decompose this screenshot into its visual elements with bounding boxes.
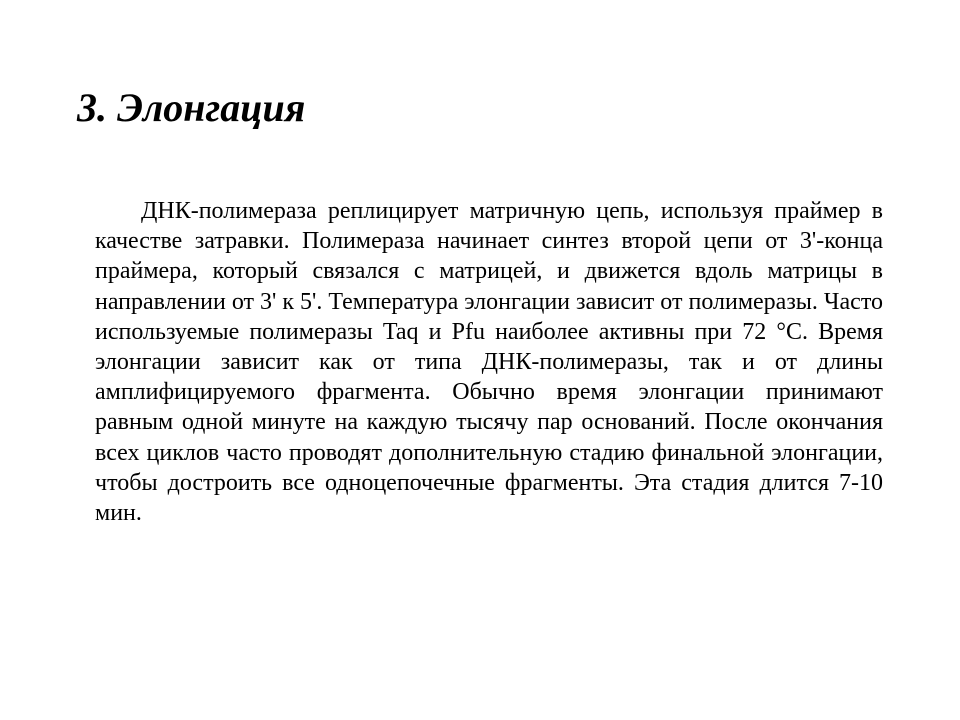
slide-title: 3. Элонгация	[77, 85, 306, 130]
body-paragraph: ДНК-полимераза реплицирует матричную цепь, используя праймер в качестве затравки. Полимераза начинает синтез второй цепи от 3'-конца праймера, который связался с матрицей, и движется вдоль матрицы в направлении от 3' к 5'. Температура элонгации зависит от полимеразы. Часто используемые полимеразы Taq и Pfu наиболее активны при 72 °С. Время элонгации зависит как от типа ДНК-полимеразы, так и от длины амплифицируемого фрагмента. Обычно время элонгации принимают равным одной минуте на каждую тысячу пар оснований. После окончания всех циклов часто проводят дополнительную стадию финальной элонгации, чтобы достроить все одноцепочечные фрагменты. Эта стадия длится 7-10 мин.	[95, 198, 883, 527]
